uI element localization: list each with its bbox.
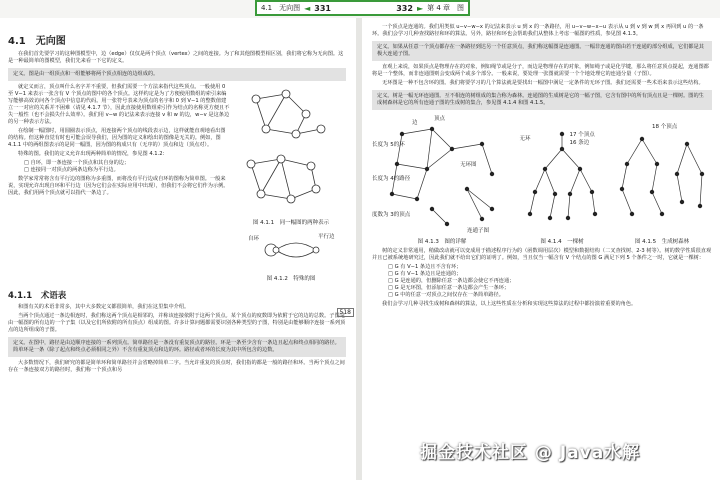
prev-page-arrow-icon[interactable]: ◄: [304, 3, 311, 13]
label-edge: 边: [412, 120, 418, 126]
figure-spanning-forest: [612, 114, 712, 244]
figure-graph-anatomy: [372, 114, 512, 244]
paragraph-figure-row: [8, 84, 346, 284]
special-graph-list: [24, 160, 230, 174]
subsection-title: 4.1.1 术语表: [8, 291, 67, 301]
list-item: □ G 有 V−1 条边且不含有环；: [388, 264, 712, 271]
label-parallel-edges: 平行边: [318, 234, 335, 240]
figure-caption: 图 4.1.3 图的详解: [417, 239, 467, 245]
page-marker: 518: [337, 308, 354, 317]
definition-tree: 定义。树是一幅无环连通图。互不相连的树组成的集合称为森林。连通图的生成树是它的一幅子图，它含有图中的所有顶点且是一棵树。图的生成树森林是它的所有连通子图的生成树的集合，参见图 4.1.4 和图 4.1.5。: [372, 90, 712, 110]
paragraph-special-graphs: 特殊的图。我们的定义允许出现两种简单的情况，参见图 4.1.2：: [18, 151, 168, 157]
label-acyclic: 无环: [519, 136, 531, 142]
figure-same-graph-two-drawings: [236, 84, 346, 214]
header-right-chapter: 第 4 章 图: [427, 4, 464, 12]
right-page: [362, 18, 720, 480]
label-connected-component: 连通子图: [467, 228, 490, 234]
label-acyclic-graph: 无环图: [460, 162, 477, 168]
paragraph-simple-cycles: 大多数情况下，我们研究的都是简单环和简单路径并会省略掉简单二字。当允许重复的顶点时，我们指的都是一般的路径和环。当两个顶点之间存在一条连接双方的路径时，我们称一个顶点和另: [8, 360, 345, 373]
paragraph-spanning-algorithms: 我们会学习几种寻找生成树和森林的算法，以上这些性质在分析和实现这些算法的过程中都扮演着重要的角色。: [382, 301, 637, 307]
paragraph-intuition: 直观上来说，如果顶点是物理存在的对象，例如绳节或是分子，而边是物理存在的对象，例如绳子或是化学键，那么将任意顶点提起，连通图都将是一个整体，而非连通图则会变成两个或多个部分。一般来说，要处理一张图就需要一个个地处理它的连通分量（子图）。: [372, 64, 709, 77]
list-item: □ G 有 V−1 条边且是连通的；: [388, 271, 712, 278]
figure-caption: 图 4.1.5 生成树森林: [634, 239, 690, 245]
list-item: □ G 是无环图，但添加任意一条边都会产生一条环；: [388, 285, 712, 292]
list-item: □ 自环，即一条连接一个顶点和其自身的边；: [24, 160, 230, 167]
paragraph-connected: 一个顶点是连通的。我们用类似 u−v−w−x 的记法来表示 u 到 x 的一条路径，用 u−v−w−x−u 表示从 u 到 v 到 w 到 x 再回到 u 的一条环。我们会学习几种查找路径和环的算法。另外，路径和环也会帮助我们从整体上考虑一幅图的性质，参见图 4.1.3。: [372, 24, 704, 37]
section-title: 4.1 无向图: [8, 36, 66, 47]
intro-paragraph: 在我们首先要学习的这种图模型中，边（edge）仅仅是两个顶点（vertex）之间的连接。为了和其他图模型相区别，我们将它称为无向图。这是一种最简单的图模型，我们先来看一下它的定义。: [8, 51, 344, 64]
spanning-forest-drawing: [612, 114, 712, 234]
definition-path: 定义。在图中，路径是由边顺序连接的一系列顶点。简单路径是一条没有重复顶点的路径。环是一条至少含有一条边且起点和终点相同的路径。简单环是一条（除了起点和终点必须相同之外）不含有重复顶点和边的环。路径或者环的长度为其中所包含的边数。: [8, 337, 346, 357]
header-left-page: 331: [314, 3, 331, 13]
next-page-arrow-icon[interactable]: ►: [416, 3, 424, 13]
figure-caption: 图 4.1.2 特殊的图: [266, 276, 316, 282]
label-vertex: 顶点: [434, 116, 446, 122]
watermark: 掘金技术社区 @ Java水解: [420, 443, 641, 463]
definition-graph: 定义。图是由一组顶点和一组能够将两个顶点相连的边组成的。: [8, 68, 346, 81]
list-item: □ G 中的任意一对顶点之间仅存在一条简单路径。: [388, 292, 712, 299]
header-right-page: 332: [396, 3, 413, 13]
tree-conditions-list: [388, 264, 712, 299]
label-cycle-length-5: 长度为 5的环: [372, 142, 405, 148]
figure-caption: 图 4.1.1 同一幅图的两种表示: [252, 220, 330, 226]
paragraph-multigraph: 数学家常常将含有平行边的图称为多重图，而将没有平行边或自环的图称为简单图。一般来说，实现允许出现自环和平行边（因为它们会在实际应用中出现），但我们不会将它们作为示例。因此，我们用两个顶点就可以指代一条边了。: [8, 176, 229, 196]
figure-special-graph: [236, 228, 346, 272]
label-self-loop: 自环: [248, 236, 260, 242]
figure-tree: [520, 114, 605, 244]
paragraph-terminology: 和图有关的术语非常多，其中大多数定义都很简单，我们在这里集中介绍。: [18, 304, 190, 310]
paragraph-acyclic: 无环图是一种不包含环的图。我们将要学习的几个算法就是要找出一幅图中满足一定条件的无环子图。我们还需要一些术语来表示这些结构。: [382, 80, 704, 86]
figures-row: [372, 114, 712, 244]
paragraph-adjacent: 当两个顶点通过一条边相连时，我们称这两个顶点是相邻的，并称该连接依附于这两个顶点。某个顶点的度数即为依附于它的边的总数。子图是由一幅图的所有边的一个子集（以及它们所依附的所有顶点）组成的图。许多计算问题都需要识别各种类型的子图，特别是由能够顺序连接一系列顶点的边所组成的子图。: [8, 313, 346, 333]
list-item: □ 连接同一对顶点的两条边称为平行边。: [24, 167, 230, 174]
figure-caption: 图 4.1.4 一棵树: [540, 239, 584, 245]
label-17-vertices: 17 个顶点: [569, 132, 595, 138]
label-16-edges: 16 条边: [569, 140, 590, 146]
paragraph-tree-properties: 树的定义非常通用，稍做改动就可以变成用于描述程序行为的（函数调用层次）模型和数据结构（二叉查找树、2-3 树等）。树的数学性质很直观并且已被系统地研究过，因此我们就不给出它们的证明了。例如，当且仅当一幅含有 V 个结点的图 G 满足下列 5 个条件之一时，它就是一棵树：: [372, 248, 712, 261]
label-degree-3-vertex: 度数为 3的顶点: [372, 212, 411, 218]
list-item: □ G 是连通的，但删除任意一条边都会使它不再连通；: [388, 278, 712, 285]
figure-column: [236, 84, 346, 284]
label-path-length-4: 长度为 4的路径: [372, 176, 411, 182]
left-page: [0, 18, 356, 480]
label-18-vertices: 18 个顶点: [652, 124, 678, 130]
paragraph-vertex-naming: 就定义而言，顶点叫什么名字并不重要，但我们需要一个方法来指代这些顶点。一般使用 0 至 V−1 来表示一张含有 V 个顶点的图中的各个顶点。这样约定是为了方便使用数组的索引来编写能够高效访问各个顶点中信息的代码。用一张符号表来为顶点的名字和 0 到 V−1 的整数值建立一一对应的关系并不困难（请见 4.1.7 节），因此直接使用数组索引作为结点的名称更方便且不失一般性（也不会损失什么效率）。我们用 v−w 的记法来表示连接 v 和 w 的边，w−v 是这条边的另一种表示方法。: [8, 84, 230, 125]
header-left-section: 4.1 无向图: [261, 4, 301, 12]
paragraph-drawing: 在绘制一幅图时，用圆圈表示顶点，用连接两个顶点的线段表示边，这样就能直观地看出图的结构。但这种直觉有时也可能会误导我们，因为图的定义和绘出的图像是无关的。例如，图 4.1.1 中的两组图表示的是同一幅图，因为图的构成只有（无序的）顶点和边（顶点对）。: [8, 128, 226, 148]
definition-connected-graph: 定义。如果从任意一个顶点都存在一条路径到达另一个任意顶点，我们称这幅图是连通图。一幅非连通的图由若干连通的部分组成，它们都是其极大连通子图。: [372, 41, 712, 61]
page-header-bar: [255, 0, 470, 16]
